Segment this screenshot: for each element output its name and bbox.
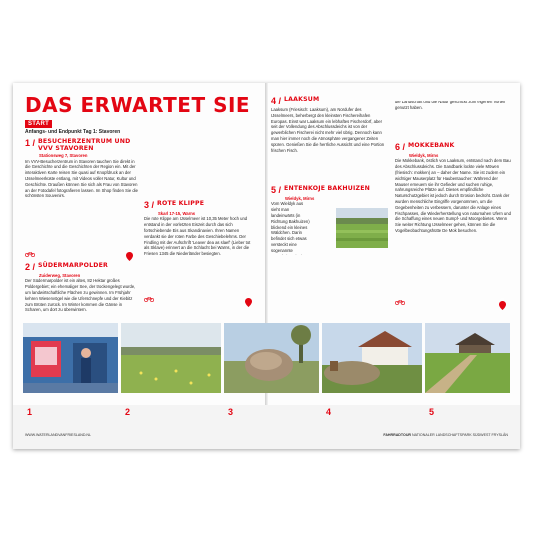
section-address: Wieldyk, Mirns	[409, 153, 439, 158]
bicycle-icon	[25, 251, 35, 257]
page-headline: DAS ERWARTET SIE	[25, 93, 251, 117]
photo-number: 4	[326, 407, 332, 417]
section-number: 5 /	[271, 185, 282, 195]
section-address: Skarl 17-15, Warns	[158, 211, 196, 216]
section-title: BESUCHERZENTRUM UND VVV STAVOREN	[38, 138, 131, 152]
photo-number: 3	[228, 407, 234, 417]
section-number: 6 /	[395, 142, 406, 152]
right-column-2	[395, 101, 511, 234]
magazine-spread	[13, 83, 520, 449]
marker-number: 54	[246, 295, 251, 299]
section-title: MOKKEBANK	[408, 142, 455, 149]
section-title: ROTE KLIPPE	[157, 200, 205, 207]
footer-title	[383, 433, 508, 437]
section-2-header	[25, 263, 139, 272]
section-text: Die rote Klippe am IJsselmeer ist 10,35 Meter hoch und entstand in der vorletzten Eiszeit durch das sich fortschiebende Eis aus Skandinavien. Ihren Namen verdankt sie der roten Farbe des Geschiebelehms. Der Findling mit der Aufschrift 'Leaver dea as slaef' (Lieber tot als Sklave) erinnert an die Schlacht bei Warns, in der die Friesen 1345 die Niederländer besiegten.	[144, 216, 251, 257]
section-number: 2 /	[25, 262, 36, 272]
footer-title-bold: FAHRRADTOUR	[383, 433, 412, 437]
left-column-1	[25, 139, 139, 199]
photo-polder	[121, 323, 221, 393]
marker-number: 65	[500, 298, 505, 302]
section-address: Wieldyk, Mirns	[285, 196, 315, 201]
footer-title-rest: NATIONALER LANDSCHAFTSPARK SÜDWEST FRYSLÂN	[412, 433, 508, 437]
section-6-header	[395, 143, 511, 152]
section-number: 4 /	[271, 96, 282, 106]
section-text: Laaksum (Friesisch: Laaksum), am Nordufer des IJsselmeers, beherbergt den kleinsten Fischereihafen Europas. Einst war Laaksum ein lebhaftes Fischerdorf, aber seit der Vollendung des Abschlussdeichs ist von der gewerblichen Fischerei nicht mehr viel übrig. Dennoch kann man hier immer noch die Atmosphäre vergangener Zeiten spüren. Genießen Sie die herrliche Aussicht und eine Portion frischen Fisch.	[271, 107, 385, 153]
section-text: Die Mokkebank, östlich von Laaksum, entstand nach dem Bau des Abschlussdeichs. Die Sandbank lockte viele Möwen (friesisch: mokken) an – daher der Name. Sie ist zudem ein wichtiger Mauserplatz für Haubentaucher: Während der Mauser erneuern sie ihr Gefieder und suchen ruhige, nahrungsreiche Plätze auf. Dieses empfindliche Naturschutzgebiet ist jedoch durch Erosion bedroht. Dank der wurden menschliche Eingriffe vorgenommen, um die Gegebenheiten zu verbessern, darunter die Anlage eines Fischpasses, die Wiederherstellung von naturnahen Ufern und die Schaffung eines neuen Sumpf- und Moorgebietes. Wenn Sie weiter Richtung IJsselmeer gehen, können Sie die Vogelbeobachtungshütte De Mok besuchen.	[395, 158, 511, 233]
section-4-header	[271, 97, 385, 106]
section-1-header	[25, 139, 139, 152]
left-column-2	[144, 151, 256, 257]
marker-number: 6A	[127, 249, 132, 253]
left-column-1b	[25, 263, 139, 313]
photo-strip	[13, 405, 520, 449]
photo-laaksum-house	[322, 323, 422, 393]
intro-line: Anfangs- und Endpunkt Tag 1: Stavoren	[25, 129, 121, 135]
right-column-1	[271, 97, 385, 153]
photo-boulder	[224, 323, 319, 393]
right-page	[267, 83, 520, 449]
section-number: 3 /	[144, 200, 155, 210]
photo-number: 5	[429, 407, 435, 417]
photo-mokkebank	[425, 323, 510, 393]
photo-number: 2	[125, 407, 131, 417]
section-title: ENTENKOJE BAKHUIZEN	[284, 185, 371, 192]
section-3-header	[144, 201, 256, 210]
section-title: LAAKSUM	[284, 96, 320, 103]
start-badge: START	[25, 120, 52, 128]
section-5-header	[271, 186, 385, 195]
section-5-continued: die Landschaft und die Natur geschickt zum eigenen Vorteil genutzt haben.	[395, 101, 506, 110]
photo-visitor-center	[23, 323, 118, 393]
location-marker-icon	[245, 294, 252, 303]
photo-number: 1	[27, 407, 33, 417]
footer-url[interactable]: WWW.WATERLANDVANFRIESLAND.NL	[25, 433, 92, 437]
location-marker-icon	[126, 248, 133, 257]
location-marker-icon	[499, 297, 506, 306]
section-title: SÜDERMARPOLDER	[38, 262, 108, 269]
bicycle-icon	[395, 299, 405, 305]
bicycle-icon	[144, 296, 154, 302]
meadow-photo	[336, 208, 388, 248]
section-text: Im VVV-Besucherzentrum in Stavoren tauchen Sie direkt in die Geschichte und die Geschichten der Region ein. Mit der interaktiven Karte reisen Sie quasi auf Knopfdruck an der IJsselmeerküste entlang, mit Videos voller Natur, Kultur und Geschichte. Draußen können Sie sich als Frau von Stavoren an der Fotodafel fotografieren lassen. Im Shop finden Sie die schönsten Souvenirs.	[25, 158, 138, 199]
section-number: 1 /	[25, 138, 36, 148]
section-text: Vom Wieldyk aus sieht man landeinwärts (in Richtung Bakhuizen) blickend ein kleines Wäldchen. Darin befindet sich etwas versteckt eine sogenannte	[271, 201, 310, 253]
section-text: Der Südermarpolder ist ein altes, 82 Hektar großes Poldergebiet; ein ehemaliger See, der trockengelegt wurde, um landwirtschaftliche Flächen zu gewinnen. Im Frühjahr kehren Wiesenvögel wie die Uferschnepfe und der Kiebitz zum Brüten zurück. Im Winter kommen die Gänse in Scharen, um dort zu überwintern.	[25, 278, 136, 313]
left-page	[13, 83, 266, 449]
section-address: Stationsweg 7, Stavoren	[39, 153, 88, 159]
section-address: Zuiderweg, Stavoren	[39, 273, 81, 278]
